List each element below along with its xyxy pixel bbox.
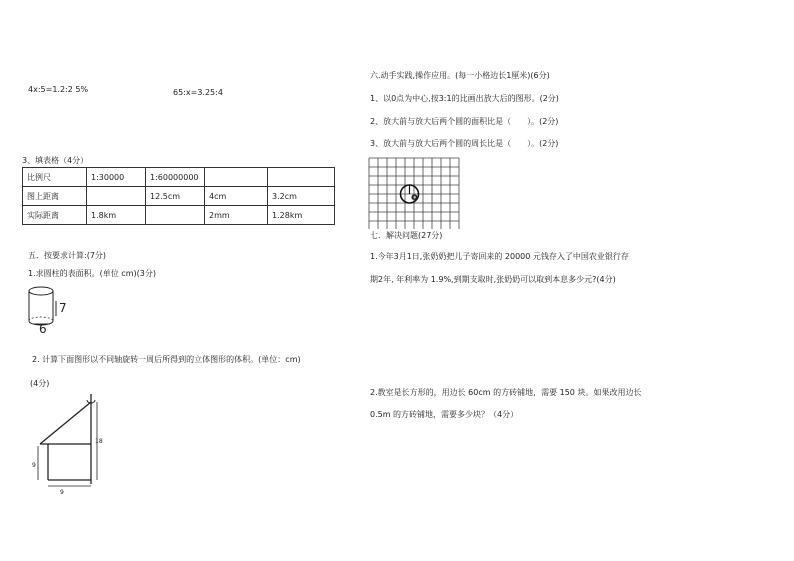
table-cell: 图上距离 (23, 187, 87, 206)
cylinder-height-label: 7 (59, 301, 67, 315)
table-cell (87, 187, 146, 206)
section-6-question-3: 3、放大前与放大后两个圆的周长比是（ ）。(2分) (370, 139, 559, 148)
question-3-title: 3、填表格（4分） (22, 156, 89, 165)
figure-label-18: 18 (95, 438, 103, 445)
table-cell: 2mm (205, 206, 268, 225)
equation-2: 65:x=3.25:4 (173, 88, 223, 97)
table-cell: 12.5cm (146, 187, 205, 206)
grid-center-label: o (411, 192, 418, 203)
cylinder-diameter-label: 6 (39, 322, 47, 336)
figure-label-9-bottom: 9 (60, 489, 64, 496)
table-row (23, 187, 335, 206)
section-7-question-1-line-2: 期2年, 年利率为 1.9%,到期支取时,张奶奶可以取到本息多少元?(4分) (370, 275, 616, 284)
question-2-score: (4分) (30, 379, 50, 388)
section-6-question-1: 1、以0点为中心,按3:1的比画出放大后的图形。(2分) (370, 94, 559, 103)
section-6-question-2: 2、放大前与放大后两个圆的面积比是（ ）。(2分) (370, 117, 559, 126)
section-5-question-2: 2. 计算下面图形以不同轴旋转一周后所得到的立体图形的体积。(单位：cm) (32, 355, 301, 364)
section-5-title: 五．按要求计算:(7分) (28, 251, 107, 260)
table-cell: 4cm (205, 187, 268, 206)
figure-label-9-left: 9 (32, 462, 36, 469)
section-7-title: 七．解决问题(27分) (370, 231, 443, 240)
section-5-question-1: 1.求圆柱的表面积。(单位 cm)(3分) (28, 269, 156, 278)
section-7-question-1-line-1: 1.今年3月1日,张奶奶把儿子寄回来的 20000 元钱存入了中国农业银行存 (370, 252, 629, 261)
table-cell (268, 168, 335, 187)
table-cell (205, 168, 268, 187)
table-row (23, 206, 335, 225)
table-cell: 实际距离 (23, 206, 87, 225)
table-cell: 1:30000 (87, 168, 146, 187)
table-cell (146, 206, 205, 225)
table-cell: 1:60000000 (146, 168, 205, 187)
table-cell: 3.2cm (268, 187, 335, 206)
table-row (23, 168, 335, 187)
section-7-question-2-line-1: 2.教室是长方形的，用边长 60cm 的方砖铺地，需要 150 块。如果改用边长 (370, 388, 642, 397)
table-cell: 1.28km (268, 206, 335, 225)
section-6-title: 六.动手实践,操作应用。(每一小格边长1厘米)(6分) (370, 71, 550, 80)
equation-1: 4x:5=1.2:2 5% (28, 85, 89, 94)
table-cell: 比例尺 (23, 168, 87, 187)
section-7-question-2-line-2: 0.5m 的方砖铺地，需要多少块？（4分） (370, 410, 519, 419)
table-cell: 1.8km (87, 206, 146, 225)
scale-table (22, 167, 335, 225)
